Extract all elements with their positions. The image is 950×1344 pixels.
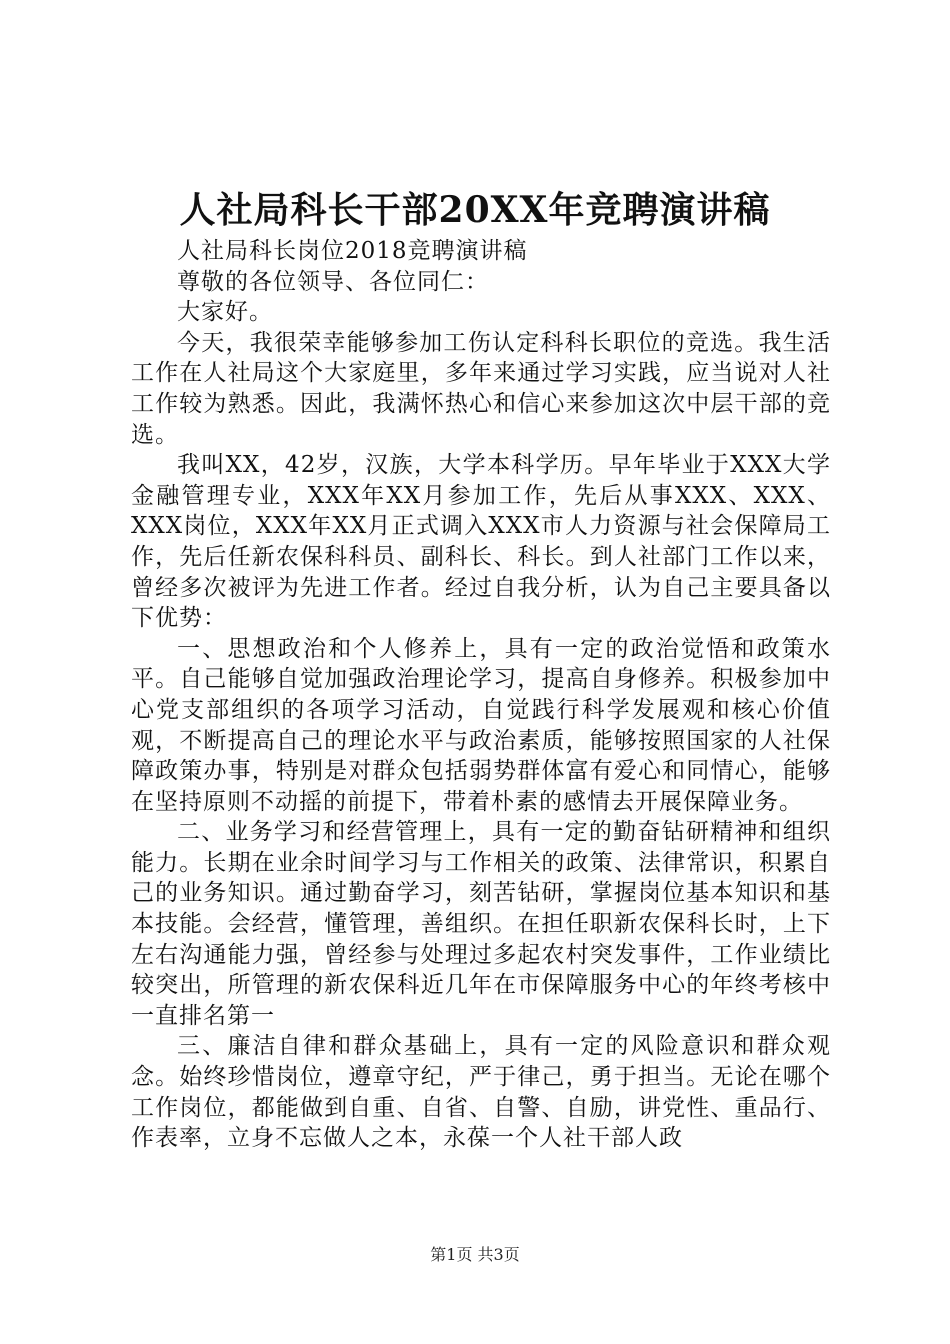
paragraph-point-three: 三、廉洁自律和群众基础上，具有一定的风险意识和群众观念。始终珍惜岗位，遵章守纪，严于律己，勇于担当。无论在哪个工作岗位，都能做到自重、自省、自警、自励，讲党性、重品行、作表率，立身不忘做人之本，永葆一个人社干部人政 [131, 1033, 831, 1152]
document-body [131, 236, 831, 1154]
page-number-footer: 第1页 共3页 [430, 1245, 520, 1264]
paragraph-background: 我叫XX，42岁，汉族，大学本科学历。早年毕业于XXX大学金融管理专业，XXX年XX月参加工作，先后从事XXX、XXX、XXX岗位，XXX年XX月正式调入XXX市人力资源与社会保障局工作，先后任新农保科科员、副科长、科长。到人社部门工作以来，曾经多次被评为先进工作者。经过自我分析，认为自己主要具备以下优势： [131, 452, 831, 632]
paragraph-subtitle: 人社局科长岗位2018竞聘演讲稿 [177, 238, 528, 264]
paragraph-point-one: 一、思想政治和个人修养上，具有一定的政治觉悟和政策水平。自己能够自觉加强政治理论学习，提高自身修养。积极参加中心党支部组织的各项学习活动，自觉践行科学发展观和核心价值观，不断提高自己的理论水平与政治素质，能够按照国家的人社保障政策办事，特别是对群众包括弱势群体富有爱心和同情心，能够在坚持原则不动摇的前提下，带着朴素的感情去开展保障业务。 [131, 635, 831, 815]
paragraph-greeting: 大家好。 [177, 299, 273, 326]
paragraph-point-two: 二、业务学习和经营管理上，具有一定的勤奋钻研精神和组织能力。长期在业余时间学习与工作相关的政策、法律常识，积累自己的业务知识。通过勤奋学习，刻苦钻研，掌握岗位基本知识和基本技能。会经营，懂管理，善组织。在担任职新农保科长时，上下左右沟通能力强，曾经参与处理过多起农村突发事件，工作业绩比较突出，所管理的新农保科近几年在市保障服务中心的年终考核中一直排名第一 [131, 819, 831, 1029]
paragraph-salutation: 尊敬的各位领导、各位同仁： [177, 268, 489, 295]
paragraph-intro: 今天，我很荣幸能够参加工伤认定科科长职位的竞选。我生活工作在人社局这个大家庭里，多年来通过学习实践，应当说对人社工作较为熟悉。因此，我满怀热心和信心来参加这次中层干部的竞选。 [131, 329, 831, 448]
document-title: 人社局科长干部20XX年竞聘演讲稿 [179, 189, 771, 231]
